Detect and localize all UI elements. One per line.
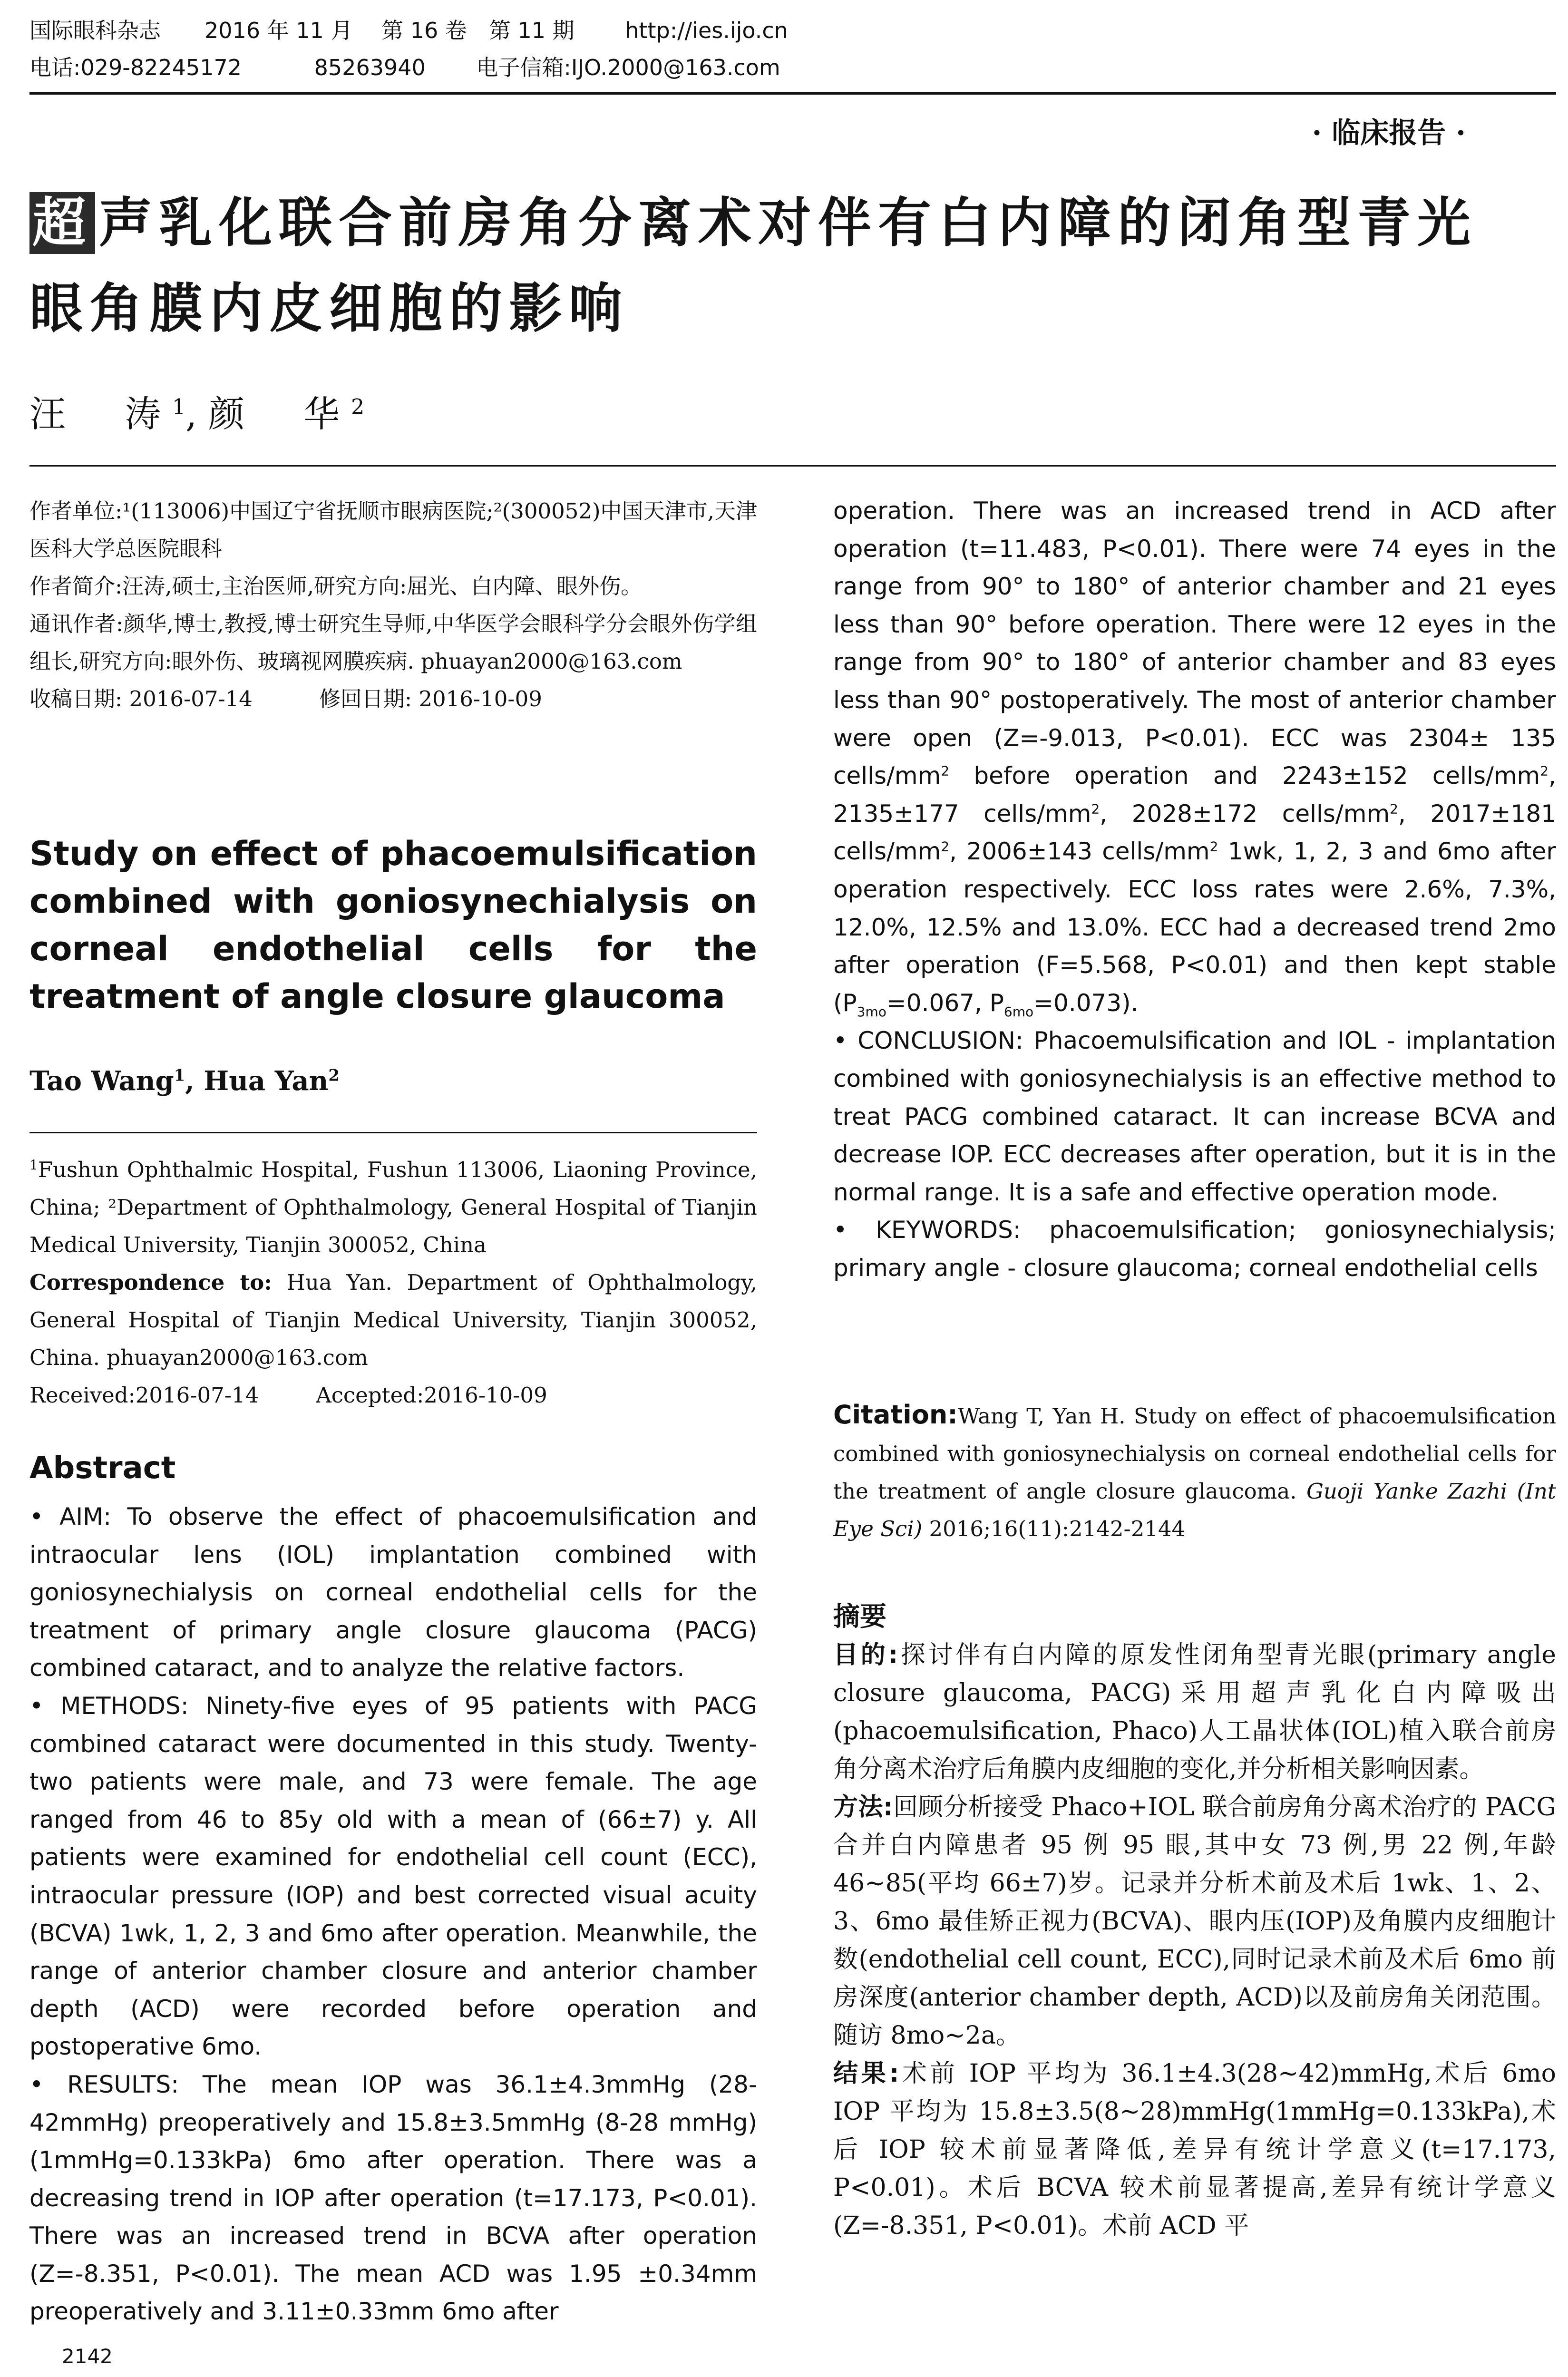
abstract-cn-heading: 摘要 xyxy=(833,1601,886,1632)
abstract-methods: • METHODS: Ninety-five eyes of 95 patients with PACG combined cataract were documented in this study. Twenty-two patients were male, and 73 were female. The age ranged from 46 to 85y old with a mean of (66±7) y. All patients were examined for endothelial cell count (ECC), intraocular pressure (IOP) and best corrected visual acuity (BCVA) 1wk, 1, 2, 3 and 6mo after operation. Meanwhile, the range of anterior chamber closure and anterior chamber depth (ACD) were recorded before operation and postoperative 6mo. xyxy=(29,1692,757,2061)
abstract-results-part2: operation. There was an increased trend in ACD after operation (t=11.483, P<0.01). There were 74 eyes in the range from 90° to 180° of anterior chamber and 21 eyes less than 90° before operation. There were 12 eyes in the range from 90° to 180° of anterior chamber and 83 eyes less than 90° postoperatively. The most of anterior chamber were open (Z=-9.013, P<0.01). ECC was 2304± 135 cells/$mm^2$ before operation and 2243±152 cells/$mm^2$, 2135±177 cells/$mm^2$, 2028±172 cells/$mm^2$, 2017±181 cells/$mm^2$, 2006±143 cells/$mm^2$ 1wk, 1, 2, 3 and 6mo after operation respectively. ECC loss rates were 2.6%, 7.3%, 12.0%, 12.5% and 13.0%. ECC had a decreased trend 2mo after operation (F=5.568, P<0.01) and then kept stable ($P_{3mo}=0.067$, $P_{6mo}=0.073$). xyxy=(833,497,1556,1020)
citation-volume: 2016;16(11):2142-2144 xyxy=(922,1516,1186,1541)
journal-contact-line: 电话:029-82245172 85263940 电子信箱:IJO.2000@163.com xyxy=(29,55,780,80)
abstract-cn xyxy=(833,1636,1556,2245)
abstract-cn-aim: 目的:探讨伴有白内障的原发性闭角型青光眼(primary angle closure glaucoma, PACG)采用超声乳化白内障吸出(phacoemulsification, Phaco)人工晶状体(IOL)植入联合前房角分离术治疗后角膜内皮细胞的变化,并分析相关影响因素。 xyxy=(833,1641,1556,1783)
abstract-cn-results: 结果:术前 IOP 平均为 36.1±4.3(28~42)mmHg,术后 6mo IOP 平均为 15.8±3.5(8~28)mmHg(1mmHg=0.133kPa),术后 IOP 较术前显著降低,差异有统计学意义(t=17.173, P<0.01)。术后 BCVA 较术前显著提高,差异有统计学意义(Z=-8.351, P<0.01)。术前 ACD 平 xyxy=(833,2059,1556,2240)
title-cn-rest: 声乳化联合前房角分离术对伴有白内障的闭角型青光 xyxy=(99,192,1477,254)
citation-journal: Guoji Yanke Zazhi (Int Eye Sci) xyxy=(833,1479,1556,1541)
affil-sup: 1 xyxy=(29,1157,38,1173)
section-label: · 临床报告 · xyxy=(1312,117,1466,150)
citation xyxy=(833,1396,1556,1548)
header-rule xyxy=(29,92,1556,95)
journal-info-line: 国际眼科杂志 2016 年 11 月 第 16 卷 第 11 期 http://ies.ijo.cn xyxy=(29,18,788,43)
abstract-en-right xyxy=(833,492,1556,1287)
author-en-2: Hua Yan xyxy=(204,1065,329,1097)
authors-rule xyxy=(29,465,1556,467)
correspondence-label: Correspondence to: xyxy=(29,1270,272,1295)
title-en: Study on effect of phacoemulsification combined with goniosynechialysis on corneal endothelial cells for the treatment of angle closure glaucoma xyxy=(29,834,757,1016)
accepted-date-en: Accepted:2016-10-09 xyxy=(316,1383,547,1408)
abstract-aim: • AIM: To observe the effect of phacoemulsification and intraocular lens (IOL) implantation combined with goniosynechialysis on corneal endothelial cells for the treatment of primary angle closure glaucoma (PACG) combined cataract, and to analyze the relative factors. xyxy=(29,1503,757,1682)
abstract-keywords: • KEYWORDS: phacoemulsification; goniosynechialysis; primary angle - closure glaucoma; corneal endothelial cells xyxy=(833,1216,1556,1282)
abstract-cn-methods: 方法:回顾分析接受 Phaco+IOL 联合前房角分离术治疗的 PACG 合并白内障患者 95 例 95 眼,其中女 73 例,男 22 例,年龄 46~85(平均 66±7)岁。记录并分析术前及术后 1wk、1、2、3、6mo 最佳矫正视力(BCVA)、眼内压(IOP)及角膜内皮细胞计数(endothelial cell count, ECC),同时记录术前及术后 6mo 前房深度(anterior chamber depth, ACD)以及前房角关闭范围。随访 8mo~2a。 xyxy=(833,1793,1556,2050)
author-info xyxy=(29,492,757,718)
citation-text: Wang T, Yan H. Study on effect of phacoemulsification combined with goniosynechialysis on corneal endothelial cells for the treatment of angle closure glaucoma. xyxy=(833,1403,1556,1504)
affiliation-en xyxy=(29,1146,757,1414)
dates-cn xyxy=(29,680,757,718)
author-cn-1-sup: 1 xyxy=(172,395,185,419)
authors-en: Tao Wang$^1$, Hua Yan$^2$ xyxy=(29,1065,340,1097)
author-en-1-sup: 1 xyxy=(174,1066,185,1085)
abstract-results-part1: • RESULTS: The mean IOP was 36.1±4.3mmHg (28-42mmHg) preoperatively and 15.8±3.5mmHg (8-28 mmHg)(1mmHg=0.133kPa) 6mo after operation. There was a decreasing trend in IOP after operation (t=17.173, P<0.01). There was an increased trend in BCVA after operation (Z=-8.351, P<0.01). The mean ACD was 1.95 ±0.34mm preoperatively and 3.11±0.33mm 6mo after xyxy=(29,2070,757,2326)
author-bio: 作者简介:汪涛,硕士,主治医师,研究方向:屈光、白内障、眼外伤。 xyxy=(29,574,643,599)
authors-cn xyxy=(29,385,364,437)
affil-text: Fushun Ophthalmic Hospital, Fushun 113006, Liaoning Province, China; ²Department of Ophthalmology, General Hospital of Tianjin Medical University, Tianjin 300052, China xyxy=(29,1157,757,1257)
author-cn-1: 汪 涛 xyxy=(29,393,172,435)
affiliation-rule xyxy=(29,1132,757,1133)
revised-date-cn: 修回日期: 2016-10-09 xyxy=(319,686,542,711)
abstract-conclusion: • CONCLUSION: Phacoemulsification and IOL - implantation combined with goniosynechialysis is an effective method to treat PACG combined cataract. It can increase BCVA and decrease IOP. ECC decreases after operation, but it is in the normal range. It is a safe and effective operation mode. xyxy=(833,1027,1556,1206)
author-en-1: Tao Wang xyxy=(29,1065,174,1097)
title-cn-line-1 xyxy=(29,188,1566,258)
received-date-en: Received:2016-07-14 xyxy=(29,1383,259,1408)
corresponding-author: 通讯作者:颜华,博士,教授,博士研究生导师,中华医学会眼科学分会眼外伤学组组长,研究方向:眼外伤、玻璃视网膜疾病. phuayan2000@163.com xyxy=(29,611,757,674)
title-cn-line-2: 眼角膜内皮细胞的影响 xyxy=(29,278,629,340)
abstract-en-left xyxy=(29,1498,757,2331)
received-date-cn: 收稿日期: 2016-07-14 xyxy=(29,686,253,711)
citation-label: Citation: xyxy=(833,1400,958,1430)
author-cn-sep: , xyxy=(185,393,209,435)
abstract-heading: Abstract xyxy=(29,1451,176,1486)
title-cn-first-char: 超 xyxy=(29,192,95,254)
correspondence-text: Hua Yan. Department of Ophthalmology, General Hospital of Tianjin Medical University, Tianjin 300052, China. phuayan2000@163.com xyxy=(29,1270,757,1370)
author-en-2-sup: 2 xyxy=(328,1066,340,1085)
author-cn-2-sup: 2 xyxy=(351,395,365,419)
author-cn-2: 颜 华 xyxy=(208,393,351,435)
page-number: 2142 xyxy=(62,2345,113,2368)
author-unit: 作者单位:¹(113006)中国辽宁省抚顺市眼病医院;²(300052)中国天津市,天津医科大学总医院眼科 xyxy=(29,498,757,561)
